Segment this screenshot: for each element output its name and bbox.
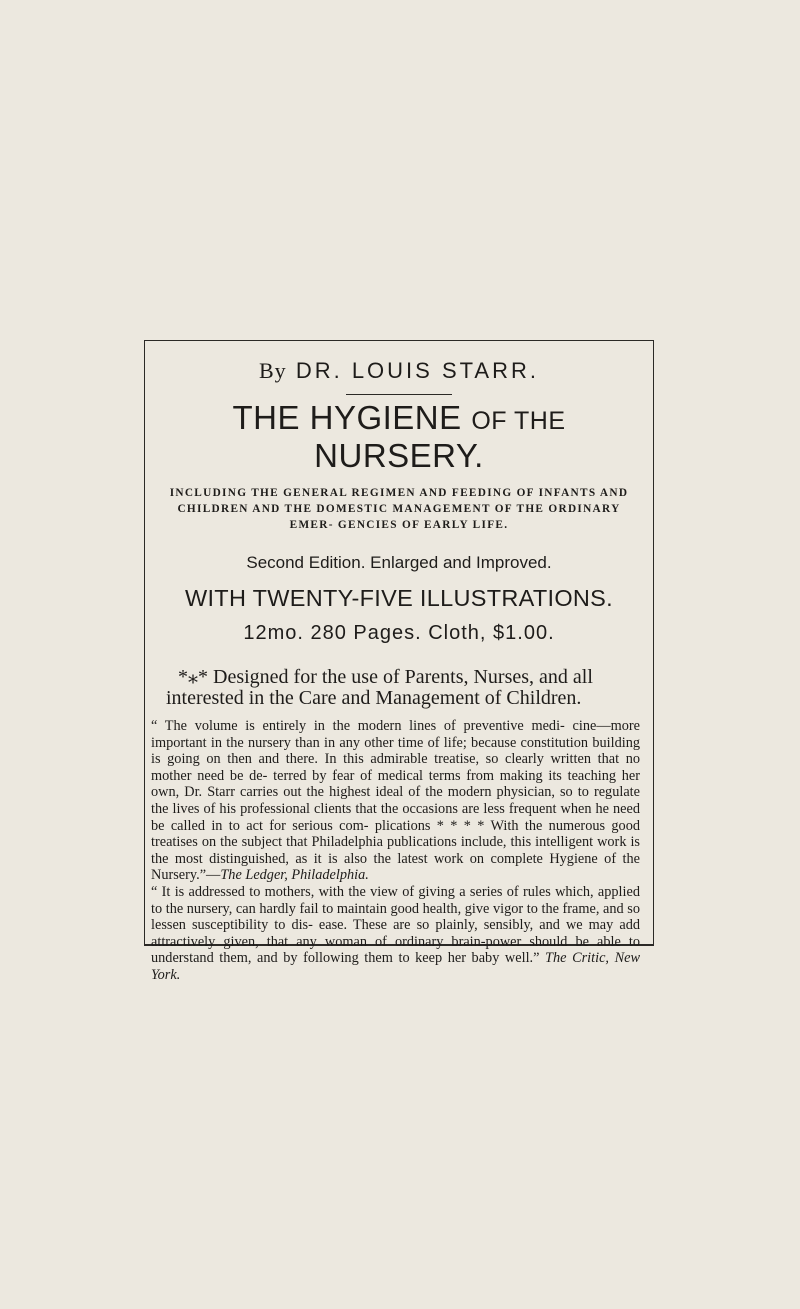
author-line [148, 358, 650, 384]
review-source: The Ledger, Philadelphia. [220, 867, 369, 884]
book-subtitle: INCLUDING THE GENERAL REGIMEN AND FEEDING OF INFANTS AND CHILDREN AND THE DOMESTIC MANAGEMENT OF THE ORDINARY EMER- GENCIES OF EARLY LIFE. [169, 487, 629, 531]
review-ledger [151, 718, 640, 884]
designed-text: Designed for the use of Parents, Nurses, and all interested in the Care and Management of Children. [166, 666, 593, 709]
edition-line: Second Edition. Enlarged and Improved. [246, 553, 552, 572]
reviews [148, 718, 650, 984]
title-part-1: THE HYGIENE [232, 399, 462, 436]
title-part-3: NURSERY. [314, 437, 484, 474]
review-text: “ It is addressed to mothers, with the view of giving a series of rules which, applied to the nursery, can hardly fail to maintain good health, give vigor to the frame, and so lessen susceptibility to dis- ease. These are so plainly, sensibly, and we may add attractively given, that any woman of ordinary brain-power should be able to understand them, and by following them to keep her baby well.” [151, 883, 640, 967]
frame-right-rule [653, 340, 654, 946]
title-part-2: OF THE [471, 407, 566, 435]
review-source: The Critic, New York. [151, 950, 640, 983]
review-critic [151, 884, 640, 984]
title-divider [346, 394, 452, 395]
author-name: DR. LOUIS STARR. [295, 358, 539, 383]
advertisement-content [148, 340, 650, 984]
price-line: 12mo. 280 Pages. Cloth, $1.00. [243, 622, 555, 644]
review-text: “ The volume is entirely in the modern lines of preventive medi- cine—more important in the nursery than in any other time of life; because constitution building is going on then and there. In this admirable treatise, so clearly written that no mother need be de- terred by fear of medical terms from making its teaching her own, Dr. Starr carries out the highest ideal of the modern physician, so to regulate the lives of his professional clients that the occasions are less frequent when he need be called in to act for serious com- plications * * * * With the numerous good treatises on the subject that Philadelphia publications include, this intelligent work is the most distinguished, as it is also the latest work on complete Hygiene of the Nursery.”— [151, 718, 640, 884]
illustrations-line: WITH TWENTY-FIVE ILLUSTRATIONS. [185, 585, 613, 611]
frame-left-rule [144, 340, 145, 946]
advertisement-frame [144, 340, 654, 983]
asterism-mark: *⁎* [178, 666, 208, 688]
designed-for-text [148, 667, 650, 709]
author-by: By [259, 358, 287, 383]
book-title [148, 399, 650, 475]
